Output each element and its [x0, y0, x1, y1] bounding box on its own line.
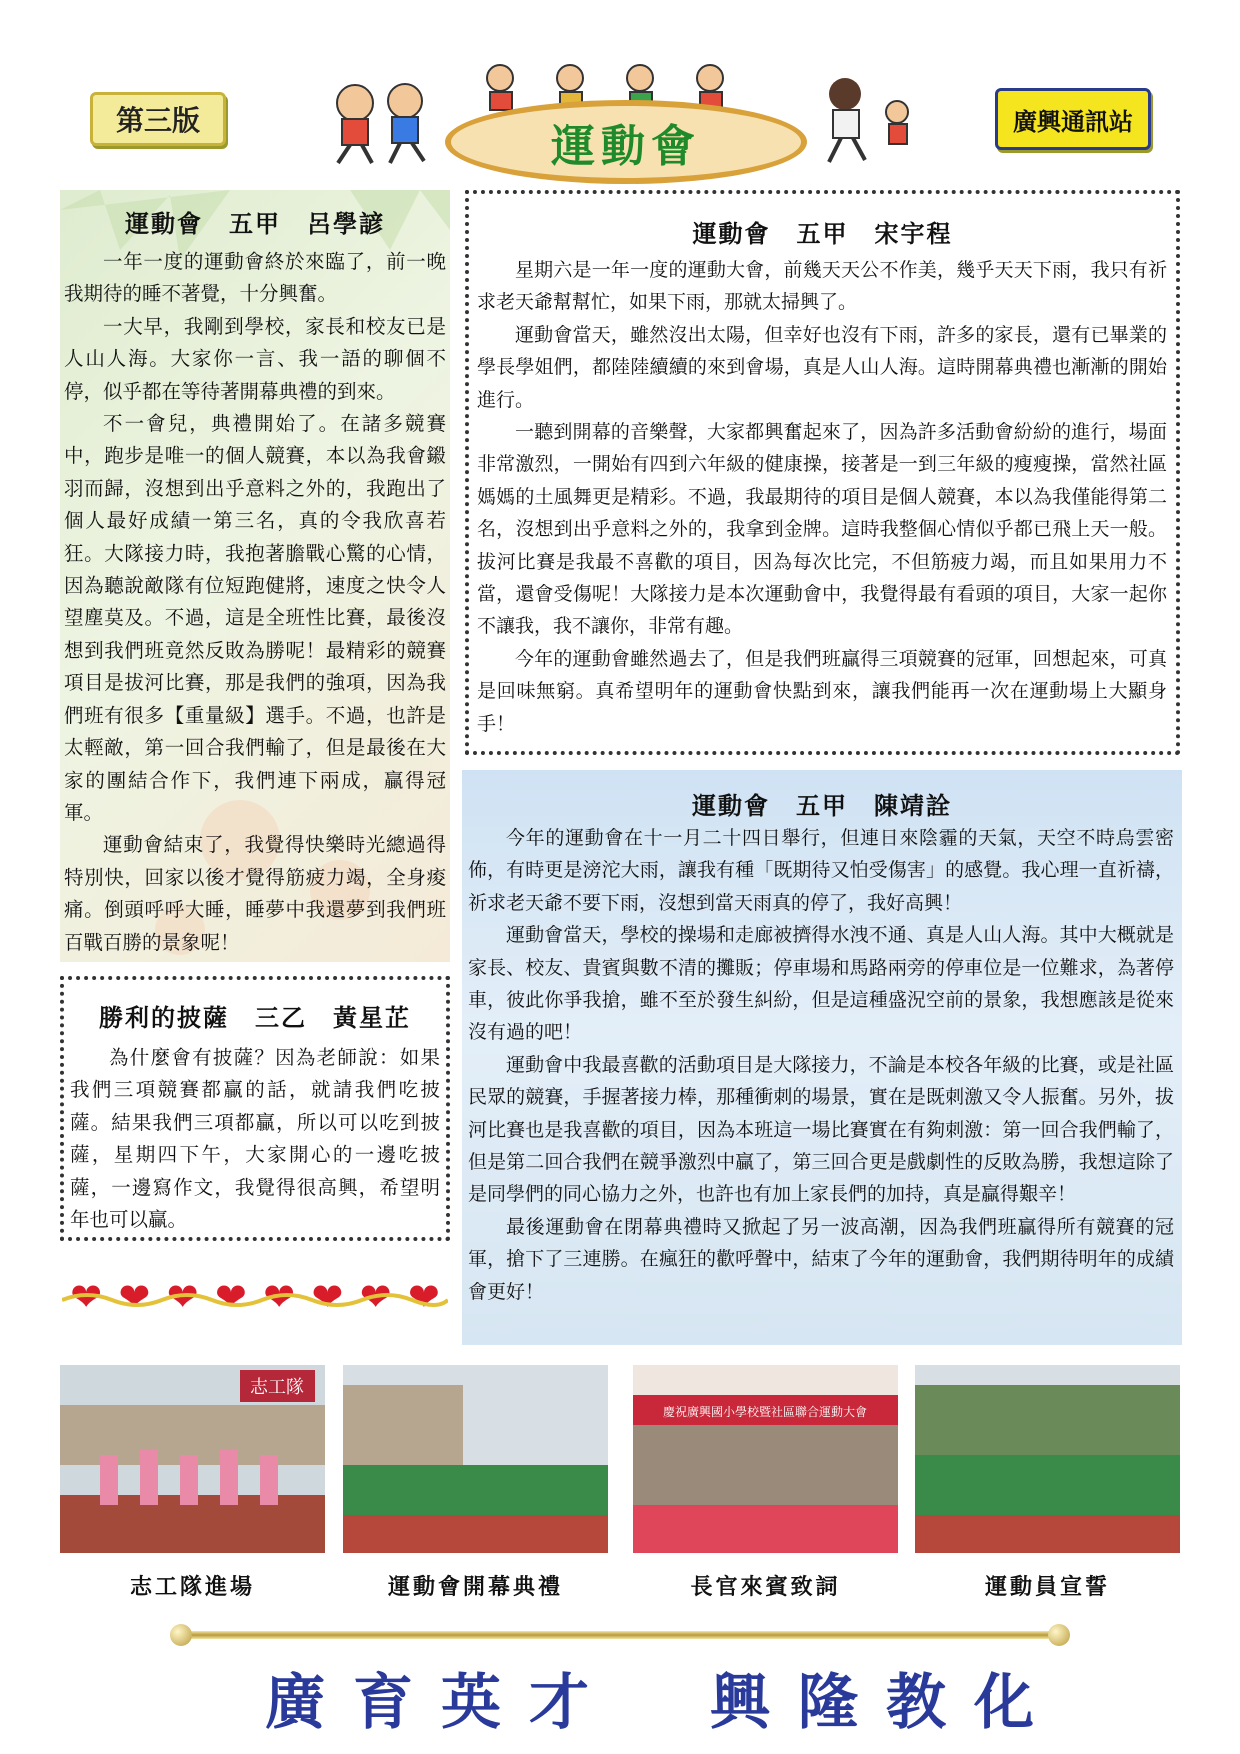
photo-caption: 運動員宣誓 [984, 1574, 1110, 1600]
heart-icon: ❤ [407, 1275, 440, 1319]
rod-knob [170, 1624, 192, 1646]
paragraph: 今年的運動會在十一月二十四日舉行，但連日來陰霾的天氣，天空不時烏雲密佈，有時更是滂沱大雨，讓我有種「既期待又怕受傷害」的感覺。我心理一直祈禱，祈求老天爺不要下雨，沒想到當天雨真的停了，我好高興！ [468, 827, 1174, 914]
vine-decoration [62, 1290, 448, 1310]
paragraph: 今年的運動會雖然過去了，但是我們班贏得三項競賽的冠軍，回想起來，可真是回味無窮。真希望明年的運動會快點到來，讓我們能再一次在運動場上大顯身手！ [477, 647, 1167, 735]
article-panel [462, 770, 1182, 1345]
photo-caption: 運動會開幕典禮 [387, 1574, 563, 1600]
photo-athlete-oath [915, 1365, 1180, 1553]
motto-right: 興隆教化 [710, 1668, 1062, 1738]
photo-caption: 長官來賓致詞 [690, 1574, 841, 1600]
article-panel [60, 976, 450, 1241]
footer-rod [180, 1631, 1060, 1639]
photo-volunteer-team [60, 1365, 325, 1553]
event-banner: 慶祝廣興國小學校暨社區聯合運動大會 [662, 1405, 868, 1419]
article-panel [465, 190, 1180, 755]
article-body [477, 254, 1167, 740]
heart-icon: ❤ [70, 1275, 103, 1319]
rod-knob [1048, 1624, 1070, 1646]
paragraph: 一年一度的運動會終於來臨了，前一晚我期待的睡不著覺，十分興奮。 [64, 250, 446, 306]
article-title: 運動會 五甲 呂學諺 [125, 209, 385, 238]
photo-image [633, 1365, 898, 1553]
main-title: 運動會 [551, 121, 701, 172]
heart-icon: ❤ [166, 1275, 199, 1319]
article-body [468, 822, 1174, 1308]
motto-left: 廣育英才 [265, 1668, 617, 1738]
photo-opening-ceremony [343, 1365, 608, 1553]
article-title: 運動會 五甲 宋宇程 [692, 219, 953, 248]
paragraph: 運動會當天，學校的操場和走廊被擠得水洩不通、真是人山人海。其中大概就是家長、校友、貴賓與數不清的攤販；停車場和馬路兩旁的停車位是一位難求，為著停車，彼此你爭我搶，雖不至於發生糾紛，但是這種盛況空前的景象，我想應該是從來沒有過的吧！ [468, 924, 1174, 1044]
runners-right-illustration [815, 72, 925, 167]
paragraph: 星期六是一年一度的運動大會，前幾天天公不作美，幾乎天天下雨，我只有祈求老天爺幫幫忙，如果下雨，那就太掃興了。 [477, 259, 1167, 314]
heart-icon: ❤ [118, 1275, 151, 1319]
article-body [70, 1042, 440, 1236]
heart-icon: ❤ [214, 1275, 247, 1319]
article-title: 運動會 五甲 陳靖詮 [692, 791, 952, 820]
photo-guest-speech [633, 1365, 898, 1553]
paragraph: 一大早，我剛到學校，家長和校友已是人山人海。大家你一言、我一語的聊個不停，似乎都在等待著開幕典禮的到來。 [64, 314, 446, 403]
paragraph: 運動會中我最喜歡的活動項目是大隊接力，不論是本校各年級的比賽，或是社區民眾的競賽，手握著接力棒，那種衝刺的場景，實在是既刺激又令人振奮。另外，拔河比賽也是我喜歡的項目，因為本班這一場比賽實在有夠刺激：第一回合我們輸了，但是第二回合我們在競爭激烈中贏了，第三回合更是戲劇性的反敗為勝，我想這除了是同學們的同心協力之外，也許也有加上家長們的加持，真是贏得艱辛！ [468, 1053, 1174, 1206]
station-badge: 廣興通訊站 [995, 88, 1151, 150]
paragraph: 最後運動會在閉幕典禮時又掀起了另一波高潮，因為我們班贏得所有競賽的冠軍，搶下了三連勝。在瘋狂的歡呼聲中，結束了今年的運動會，我們期待明年的成績會更好！ [468, 1215, 1174, 1303]
paragraph: 為什麼會有披薩？因為老師說：如果我們三項競賽都贏的話，就請我們吃披薩。結果我們三項都贏，所以可以吃到披薩，星期四下午，大家開心的一邊吃披薩，一邊寫作文，我覺得很高興，希望明年也可以贏。 [70, 1046, 440, 1232]
heart-icon: ❤ [263, 1275, 296, 1319]
photo-image [60, 1365, 325, 1553]
main-title-banner [445, 100, 807, 184]
heart-icon: ❤ [311, 1275, 344, 1319]
paragraph: 不一會兒，典禮開始了。在諸多競賽中，跑步是唯一的個人競賽，本以為我會鎩羽而歸，沒想到出乎意料之外的，我跑出了個人最好成績一第三名，真的令我欣喜若狂。大隊接力時，我抱著膽戰心驚的心情，因為聽說敵隊有位短跑健將，速度之快令人望塵莫及。不過，這是全班性比賽，最後沒想到我們班竟然反敗為勝呢！最精彩的競賽項目是拔河比賽，那是我們的強項，因為我們班有很多【重量級】選手。不過，也許是太輕敵，第一回合我們輸了，但是最後在大家的團結合作下，我們連下兩成，贏得冠軍。 [64, 412, 446, 824]
runners-left-illustration [320, 75, 440, 165]
paragraph: 一聽到開幕的音樂聲，大家都興奮起來了，因為許多活動會紛紛的進行，場面非常激烈，一開始有四到六年級的健康操，接著是一到三年級的瘦瘦操，當然社區媽媽的土風舞更是精彩。不過，我最期待的項目是個人競賽，本以為我僅能得第二名，沒想到出乎意料之外的，我拿到金牌。這時我整個心情似乎都已飛上天一般。拔河比賽是我最不喜歡的項目，因為每次比完，不但筋疲力竭，而且如果用力不當，還會受傷呢！大隊接力是本次運動會中，我覺得最有看頭的項目，大家一起你不讓我，我不讓你，非常有趣。 [477, 421, 1167, 638]
photo-image [915, 1365, 1180, 1553]
article-panel [60, 190, 450, 962]
photo-caption: 志工隊進場 [129, 1574, 255, 1600]
photo-image [343, 1365, 608, 1553]
edition-badge: 第三版 [90, 92, 226, 146]
article-title: 勝利的披薩 三乙 黃星芷 [99, 1003, 411, 1032]
paragraph: 運動會當天，雖然沒出太陽，但幸好也沒有下雨，許多的家長，還有已畢業的學長學姐們，都陸陸續續的來到會場，真是人山人海。這時開幕典禮也漸漸的開始進行。 [477, 323, 1167, 411]
team-sign: 志工隊 [250, 1377, 304, 1398]
paragraph: 運動會結束了，我覺得快樂時光總過得特別快，回家以後才覺得筋疲力竭，全身痠痛。倒頭呼呼大睡，睡夢中我還夢到我們班百戰百勝的景象呢！ [64, 833, 446, 954]
article-body [64, 246, 446, 959]
heart-icon: ❤ [359, 1275, 392, 1319]
